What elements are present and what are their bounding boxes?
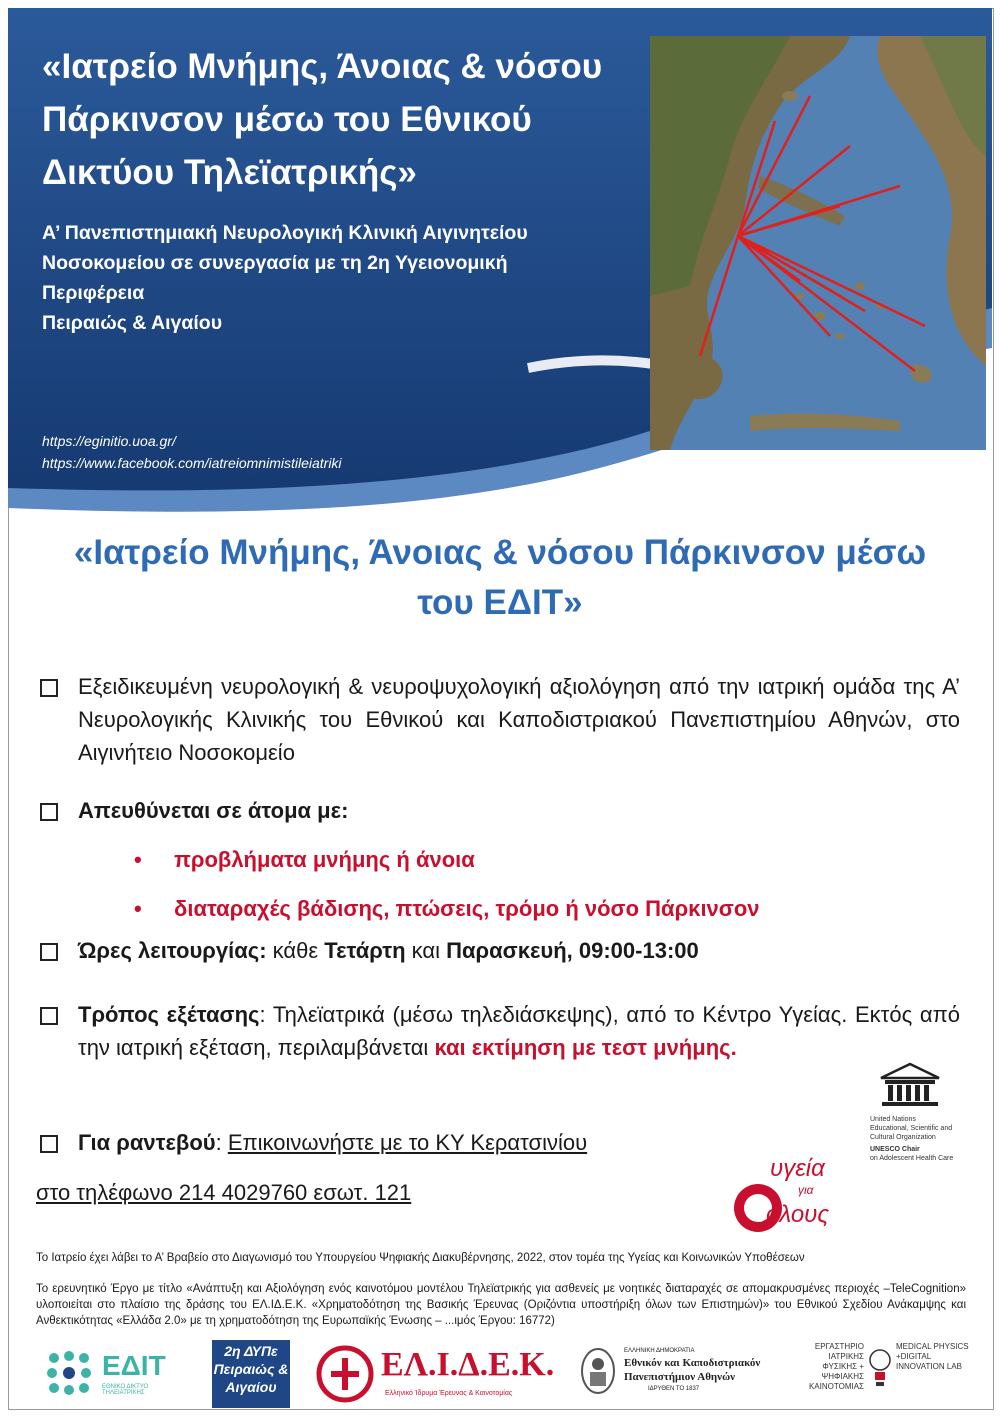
hours-line [78, 934, 960, 967]
exam-text: : Τηλεϊατρικά (μέσω τηλεδιάσκεψης), από το Κέντρο Υγείας. Εκτός από την ιατρική εξέταση, περιλαμβάνεται [78, 1002, 960, 1060]
appointment-text: Επικοινωνήστε με το ΚΥ Κερατσινίου [227, 1130, 588, 1155]
list-item [40, 998, 960, 1064]
unesco-line: Cultural Organization [870, 1134, 936, 1141]
edit-sub: ΕΘΝΙΚΟ ΔΙΚΤΥΟ ΤΗΛΕΙΑΤΡΙΚΗΣ [102, 1384, 149, 1396]
elidek-name: ΕΛ.Ι.Δ.Ε.Κ. [381, 1346, 555, 1383]
exam-label: Τρόπος εξέτασης [78, 1002, 260, 1027]
header-subtitle [42, 218, 622, 338]
uoa-top: ΕΛΛΗΝΙΚΗ ΔΗΜΟΚΡΑΤΙΑ [624, 1348, 695, 1354]
edit-logo [44, 1340, 194, 1408]
uoa-logo [578, 1340, 778, 1408]
bullet-dot-icon: • [134, 847, 142, 872]
lightbulb-icon [868, 1346, 892, 1390]
checkbox-icon [40, 1135, 58, 1153]
audience-label: Απευθύνεται σε άτομα με: [78, 798, 349, 823]
elidek-sub: Ελληνικό Ίδρυμα Έρευνας & Καινοτομίας [385, 1390, 513, 1397]
bullet-item [134, 892, 760, 925]
ygeia-word: υγεία [770, 1155, 825, 1182]
uoa-line-3: ΙΔΡΥΘΕΝ ΤΟ 1837 [648, 1386, 700, 1392]
header-title: «Ιατρείο Μνήμης, Άνοιας & νόσου Πάρκινσον μέσω του Εθνικού Δικτύου Τηλεϊατρικής» [42, 47, 603, 192]
bullet-text: προβλήματα μνήμης ή άνοια [174, 847, 475, 872]
hours-day-2: Παρασκευή, 09:00-13:00 [446, 938, 699, 963]
list-item [40, 670, 960, 769]
bullet-dot-icon: • [134, 896, 142, 921]
elidek-logo [315, 1340, 555, 1408]
aegean-map-image [650, 36, 986, 450]
evaluation-text: Εξειδικευμένη νευρολογική & νευροψυχολογική αξιολόγηση από την ιατρική ομάδα της Α’ Νευρολογικής Κλινικής του Εθνικού και Καποδιστριακού Πανεπιστημίου Αθηνών, στο Αιγινήτειο Νοσοκομείο [78, 674, 960, 765]
phone-text: στο τηλέφωνο 214 4029760 εσωτ. 121 [36, 1180, 412, 1205]
checkbox-icon [40, 943, 58, 961]
unesco-chair: UNESCO Chair [870, 1146, 920, 1153]
elidek-emblem-icon [315, 1344, 375, 1404]
subtitle-line: Πειραιώς & Αιγαίου [42, 312, 223, 334]
facebook-link[interactable]: https://www.facebook.com/iatreiomnimistileiatriki [42, 455, 342, 471]
gia-word: για [798, 1183, 814, 1197]
uoa-emblem-icon [578, 1346, 618, 1396]
checkbox-icon [40, 1007, 58, 1025]
unesco-temple-icon [879, 1062, 941, 1110]
lab-name-english: MEDICAL PHYSICS +DIGITAL INNOVATION LAB [896, 1342, 969, 1371]
edit-name: ΕΔΙΤ [102, 1350, 166, 1381]
main-title: «Ιατρείο Μνήμης, Άνοιας & νόσου Πάρκινσον μέσω του ΕΔΙΤ» [73, 533, 927, 622]
medical-physics-lab-logo [792, 1340, 972, 1408]
bullet-text: διαταραχές βάδισης, πτώσεις, τρόμο ή νόσο Πάρκινσον [174, 896, 760, 921]
bullet-item [134, 843, 475, 876]
dype-logo: 2η ΔΥΠε Πειραιώς & Αιγαίου [212, 1340, 290, 1408]
unesco-text [870, 1115, 960, 1163]
ygeia-gia-olous-logo [732, 1150, 842, 1240]
logos-bar [30, 1340, 970, 1408]
subtitle-line: Περιφέρεια [42, 282, 145, 304]
olous-word: όλους [766, 1201, 830, 1228]
award-text: Το Ιατρείο έχει λάβει το Α’ Βραβείο στο Διαγωνισμό του Υπουργείου Ψηφιακής Διακυβέρνησης, 2022, στον τομέα της Υγείας και Κοινωνικών Υποθέσεων [36, 1252, 805, 1264]
subtitle-line: Νοσοκομείου σε συνεργασία με τη 2η Υγειονομική [42, 252, 508, 274]
appointment-line: Για ραντεβού: Επικοινωνήστε με το ΚΥ Κερατσινίου [78, 1130, 588, 1155]
hours-text: κάθε [272, 938, 319, 963]
exam-text-block [78, 998, 960, 1064]
unesco-line: Educational, Scientific and [870, 1125, 953, 1132]
hours-and: και [411, 938, 440, 963]
list-item [40, 794, 960, 827]
edit-network-icon [44, 1348, 94, 1398]
subtitle-line: Α’ Πανεπιστημιακή Νευρολογική Κλινική Αιγινητείου [42, 222, 528, 244]
checkbox-icon [40, 803, 58, 821]
list-item [40, 1126, 740, 1159]
hours-label: Ώρες λειτουργίας: [78, 938, 267, 963]
uoa-line-2: Πανεπιστήμιον Αθηνών [624, 1371, 736, 1383]
website-link[interactable]: https://eginitio.uoa.gr/ [42, 433, 176, 449]
appointment-label: Για ραντεβού [78, 1130, 216, 1155]
exam-highlight: και εκτίμηση με τεστ μνήμης. [434, 1035, 737, 1060]
list-item [40, 934, 960, 967]
unesco-line: United Nations [870, 1116, 916, 1123]
checkbox-icon [40, 679, 58, 697]
unesco-chair-sub: on Adolescent Health Care [870, 1155, 954, 1162]
unesco-logo [860, 1062, 960, 1163]
research-text: Το ερευνητικό Έργο με τίτλο «Ανάπτυξη και Αξιολόγηση ενός καινοτόμου μοντέλου Τηλεϊατρικής για ασθενείς με νοητικές διαταραχές σε απομακρυσμένες περιοχές –TeleCognition» υλοποιείται στο πλαίσιο της δράσης του ΕΛ.ΙΔ.Ε.Κ. «Χρηματοδότηση της Βασικής Έρευνας (Οριζόντια υποστήριξη όλων των Επιστημών)» του Εθνικού Σχεδίου Ανάκαμψης και Ανθεκτικότητας «Ελλάδα 2.0» με τη χρηματοδότηση της Ευρωπαϊκής Ένωσης – ...ιμός Έργου: 16772) [36, 1283, 966, 1327]
header-links [42, 430, 342, 474]
lab-name-greek: ΕΡΓΑΣΤΗΡΙΟ ΙΑΤΡΙΚΗΣ ΦΥΣΙΚΗΣ + ΨΗΦΙΑΚΗΣ ΚΑΙΝΟΤΟΜΙΑΣ [808, 1342, 864, 1391]
hours-day-1: Τετάρτη [324, 938, 406, 963]
uoa-line-1: Εθνικόν και Καποδιστριακόν [624, 1357, 761, 1369]
